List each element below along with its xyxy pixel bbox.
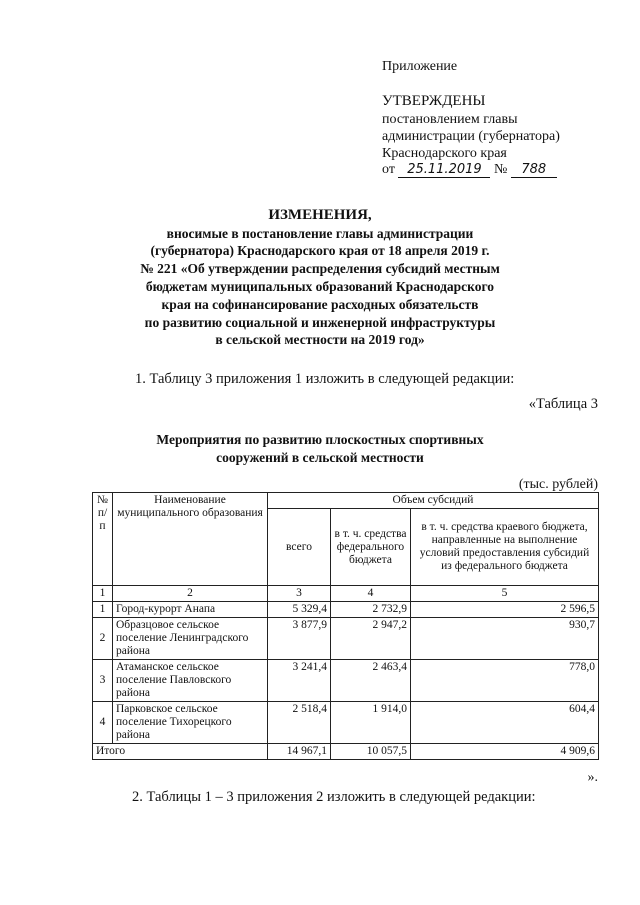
total-sum: 14 967,1 — [268, 744, 331, 760]
table-title-line-2: сооружений в сельской местности — [216, 450, 424, 465]
total-federal: 10 057,5 — [331, 744, 411, 760]
row-num: 2 — [93, 618, 113, 660]
title-line-1: вносимые в постановление главы администрации — [166, 226, 474, 241]
closing-quote: ». — [587, 770, 598, 785]
row-name: Город-курорт Анапа — [113, 602, 268, 618]
row-total: 2 518,4 — [268, 702, 331, 744]
row-federal: 1 914,0 — [331, 702, 411, 744]
table-index-row — [93, 586, 599, 602]
row-total: 3 241,4 — [268, 660, 331, 702]
header-regional: в т. ч. средства краевого бюджета, направленные на выполнение условий предоставления субсидий из федерального бюджета — [411, 509, 599, 586]
row-num: 3 — [93, 660, 113, 702]
number-value: 788 — [511, 163, 557, 178]
table-header-row — [93, 493, 599, 509]
table-row — [93, 602, 599, 618]
number-prefix: № — [493, 162, 508, 177]
date-value: 25.11.2019 — [398, 163, 490, 178]
total-label: Итого — [93, 744, 268, 760]
table-row — [93, 702, 599, 744]
date-prefix: от — [382, 162, 395, 177]
row-regional: 930,7 — [411, 618, 599, 660]
document-heading: ИЗМЕНЕНИЯ, — [268, 207, 372, 223]
index-cell: 4 — [331, 586, 411, 602]
units-label: (тыс. рублей) — [518, 477, 598, 492]
row-total: 3 877,9 — [268, 618, 331, 660]
header-name: Наименование муниципального образования — [113, 493, 268, 586]
title-line-3: № 221 «Об утверждении распределения субсидий местным — [140, 261, 500, 276]
table-row — [93, 618, 599, 660]
title-line-4: бюджетам муниципальных образований Краснодарского — [145, 279, 495, 294]
index-cell: 2 — [113, 586, 268, 602]
title-line-7: в сельской местности на 2019 год» — [215, 332, 425, 347]
title-line-5: края на софинансирование расходных обязательств — [161, 297, 479, 312]
header-volume: Объем субсидий — [268, 493, 599, 509]
title-line-2: (губернатора) Краснодарского края от 18 апреля 2019 г. — [150, 243, 490, 258]
approval-date-line — [382, 162, 557, 178]
table-number-label: «Таблица 3 — [528, 396, 598, 412]
header-total: всего — [268, 509, 331, 586]
subsidy-table — [92, 492, 599, 760]
row-regional: 2 596,5 — [411, 602, 599, 618]
row-num: 4 — [93, 702, 113, 744]
approved-line-2: администрации (губернатора) — [382, 129, 560, 144]
index-cell: 3 — [268, 586, 331, 602]
item-1-text: 1. Таблицу 3 приложения 1 изложить в следующей редакции: — [135, 371, 515, 387]
index-cell: 5 — [411, 586, 599, 602]
row-regional: 778,0 — [411, 660, 599, 702]
table-total-row — [93, 744, 599, 760]
total-regional: 4 909,6 — [411, 744, 599, 760]
header-num: № п/п — [93, 493, 113, 586]
row-federal: 2 947,2 — [331, 618, 411, 660]
index-cell: 1 — [93, 586, 113, 602]
approved-line-3: Краснодарского края — [382, 146, 507, 161]
row-total: 5 329,4 — [268, 602, 331, 618]
row-regional: 604,4 — [411, 702, 599, 744]
appendix-label: Приложение — [382, 59, 458, 74]
item-2-text: 2. Таблицы 1 – 3 приложения 2 изложить в следующей редакции: — [132, 789, 536, 805]
table-title-line-1: Мероприятия по развитию плоскостных спортивных — [156, 432, 484, 447]
row-federal: 2 463,4 — [331, 660, 411, 702]
table-row — [93, 660, 599, 702]
row-num: 1 — [93, 602, 113, 618]
row-name: Атаманское сельское поселение Павловского района — [113, 660, 268, 702]
title-line-6: по развитию социальной и инженерной инфраструктуры — [144, 315, 496, 330]
row-name: Парковское сельское поселение Тихорецкого района — [113, 702, 268, 744]
row-name: Образцовое сельское поселение Ленинградского района — [113, 618, 268, 660]
approved-heading: УТВЕРЖДЕНЫ — [382, 93, 486, 109]
header-federal: в т. ч. средства федерального бюджета — [331, 509, 411, 586]
row-federal: 2 732,9 — [331, 602, 411, 618]
approved-line-1: постановлением главы — [382, 112, 518, 127]
